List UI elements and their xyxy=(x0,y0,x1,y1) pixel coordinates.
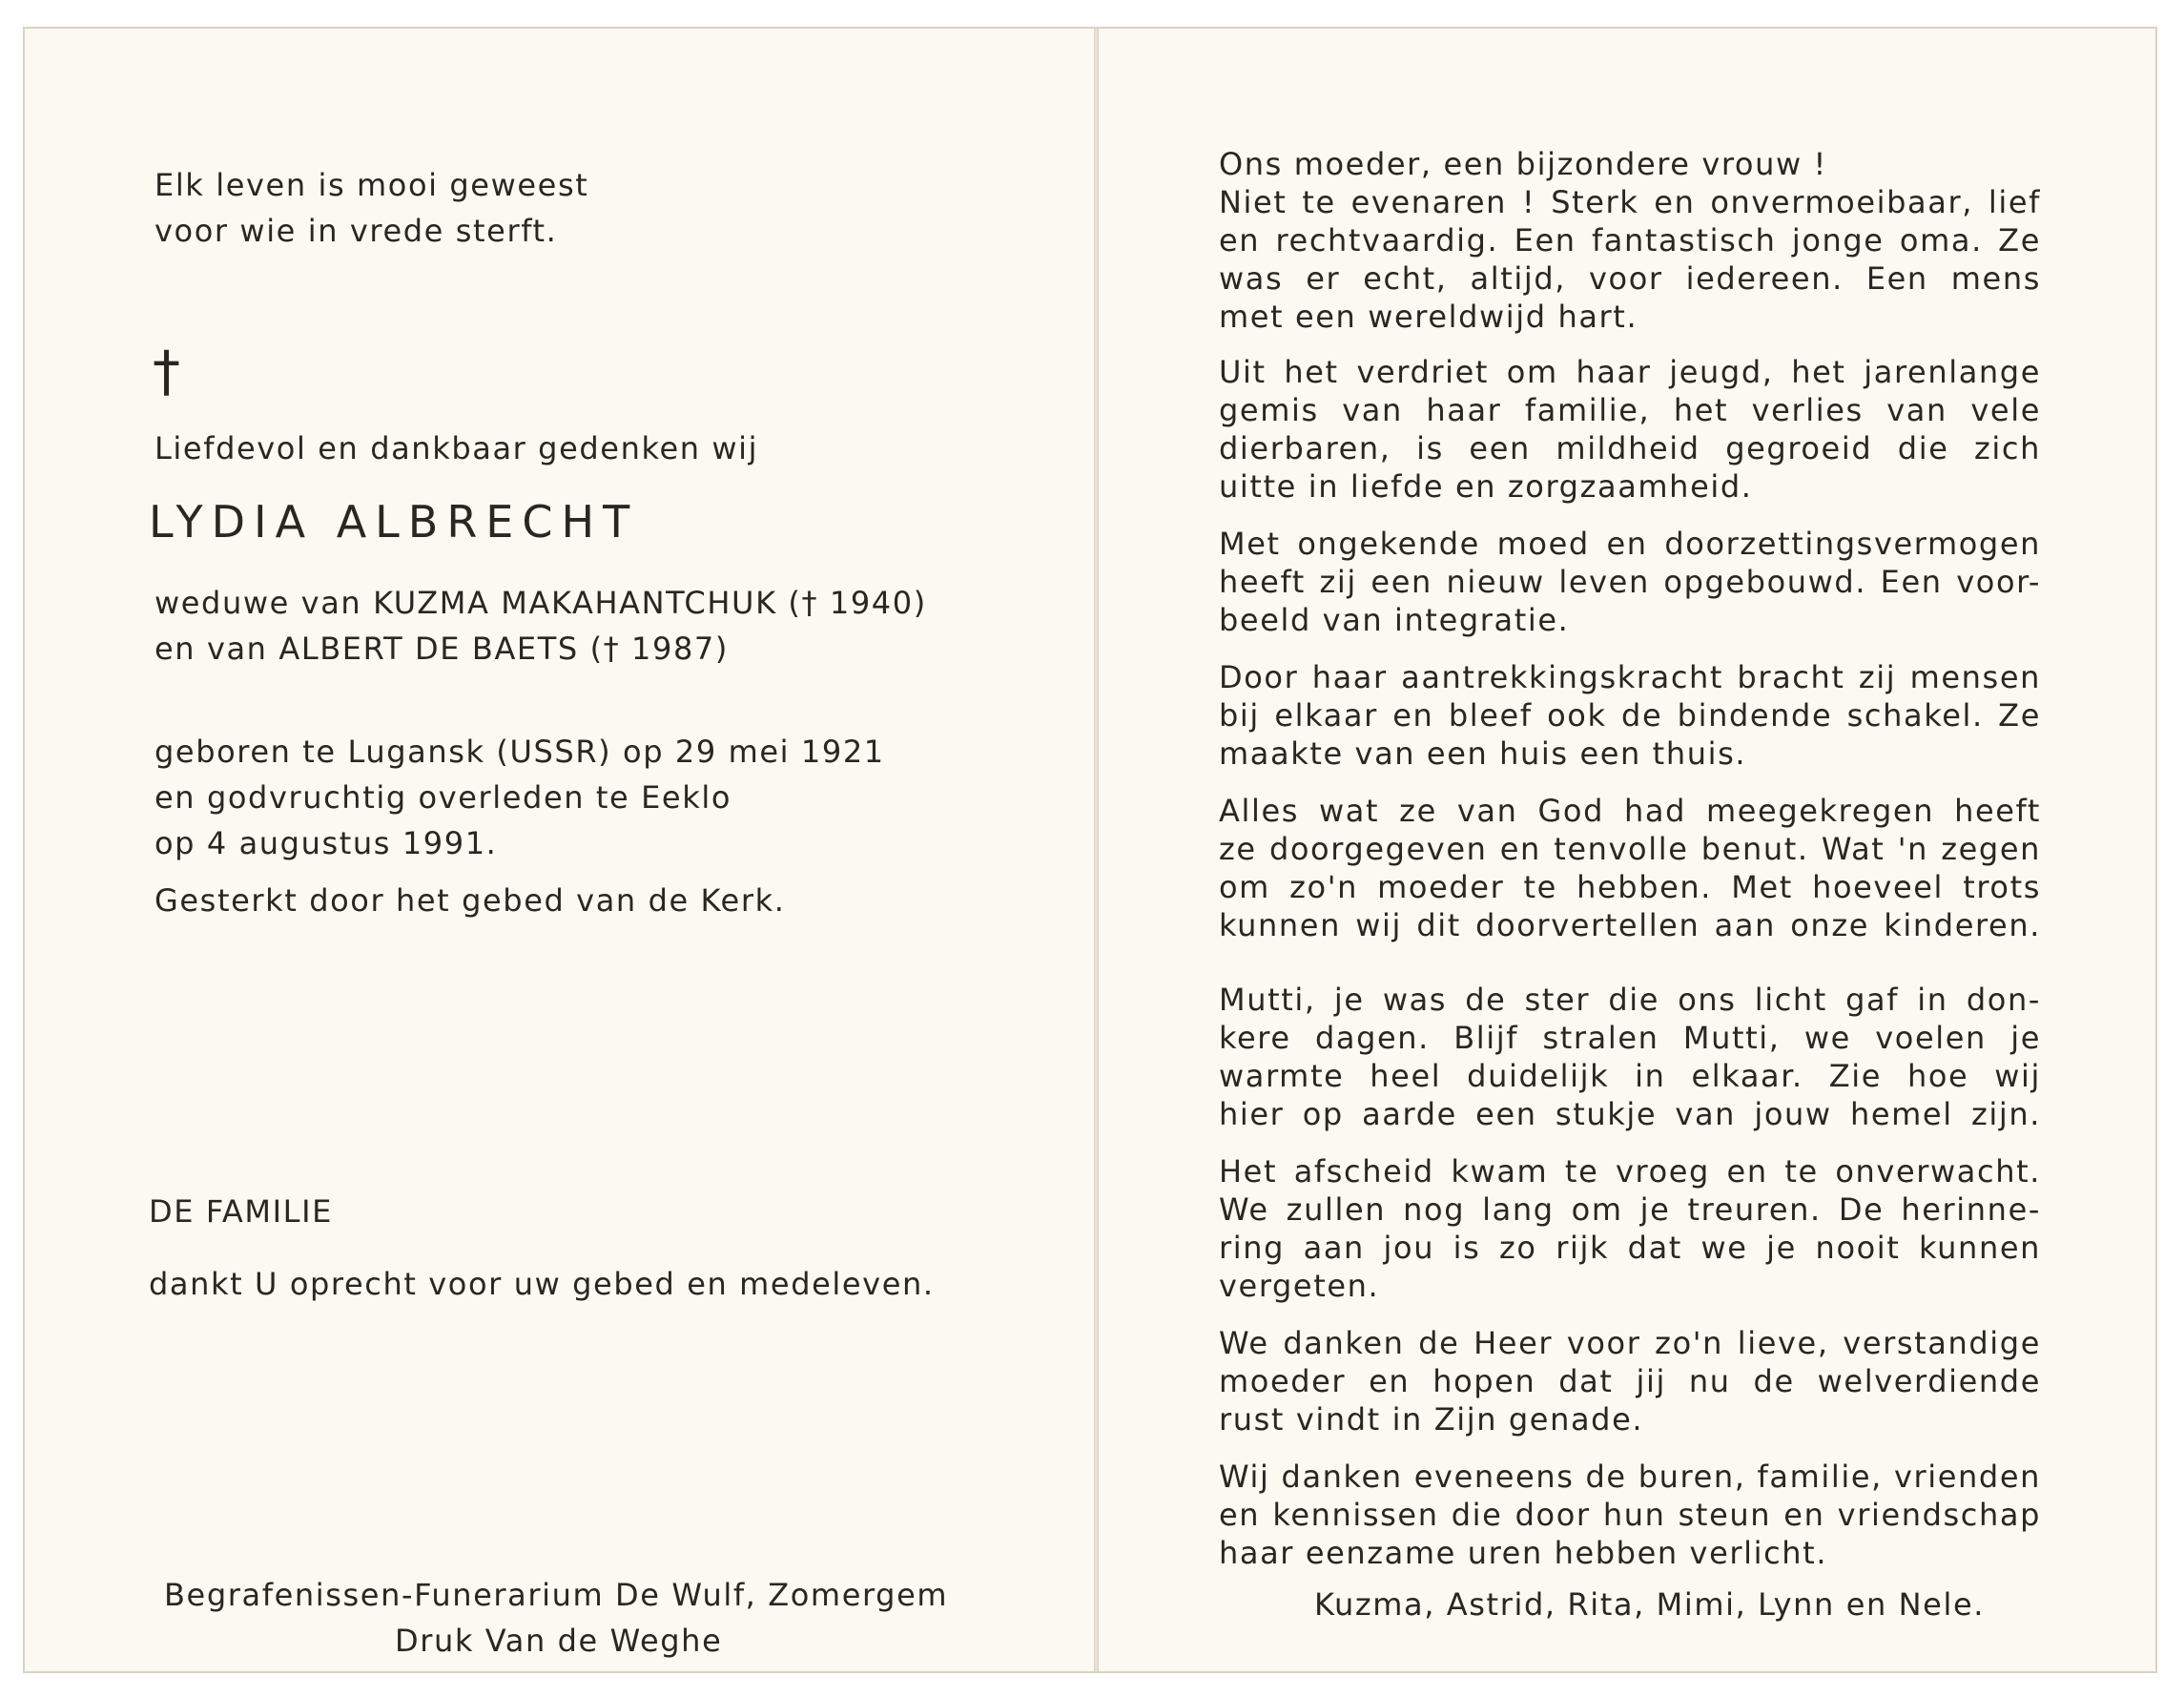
poem-line: ring aan jou is zo rijk dat we je nooit kunnen xyxy=(1219,1230,2041,1266)
widow-line-2: en van ALBERT DE BAETS († 1987) xyxy=(155,631,729,667)
widow-line-1: weduwe van KUZMA MAKAHANTCHUK († 1940) xyxy=(155,585,927,621)
right-panel xyxy=(1099,29,2159,1671)
poem-line: Met ongekende moed en doorzettingsvermogen xyxy=(1219,526,2041,562)
poem-line: Uit het verdriet om haar jeugd, het jarenlange xyxy=(1219,354,2041,390)
birth-line-2: en godvruchtig overleden te Eeklo xyxy=(155,779,732,816)
poem-line: en rechtvaardig. Een fantastisch jonge oma. Ze xyxy=(1219,222,2041,259)
poem-line: vergeten. xyxy=(1219,1268,1380,1304)
poem-line: We danken de Heer voor zo'n lieve, verstandige xyxy=(1219,1325,2041,1361)
poem-line: Ons moeder, een bijzondere vrouw ! xyxy=(1219,146,1827,182)
poem-line: kunnen wij dit doorvertellen aan onze kinderen. xyxy=(1219,907,2041,943)
poem-line: kere dagen. Blijf stralen Mutti, we voelen je xyxy=(1219,1020,2041,1056)
poem-line: bij elkaar en bleef ook de bindende schakel. Ze xyxy=(1219,697,2041,734)
family-signature: Kuzma, Astrid, Rita, Mimi, Lynn en Nele. xyxy=(1314,1586,1986,1623)
birth-line-3: op 4 augustus 1991. xyxy=(155,825,498,861)
poem-line: Wij danken eveneens de buren, familie, vrienden xyxy=(1219,1459,2041,1495)
motto-line-1: Elk leven is mooi geweest xyxy=(155,167,589,203)
family-heading: DE FAMILIE xyxy=(149,1193,333,1230)
poem-line: Alles wat ze van God had meegekregen heeft xyxy=(1219,793,2041,829)
funeral-home: Begrafenissen-Funerarium De Wulf, Zomergem xyxy=(164,1577,949,1613)
strengthened-text: Gesterkt door het gebed van de Kerk. xyxy=(155,882,786,919)
poem-line: Niet te evenaren ! Sterk en onvermoeibaar, lief xyxy=(1219,184,2041,220)
deceased-name: LYDIA ALBRECHT xyxy=(149,496,639,548)
printer-credit: Druk Van de Weghe xyxy=(395,1623,723,1659)
poem-line: moeder en hopen dat jij nu de welverdiende xyxy=(1219,1363,2041,1399)
poem-line: met een wereldwijd hart. xyxy=(1219,299,1638,335)
poem-line: dierbaren, is een mildheid gegroeid die zich xyxy=(1219,430,2041,466)
poem-line: hier op aarde een stukje van jouw hemel zijn. xyxy=(1219,1096,2041,1132)
poem-line: haar eenzame uren hebben verlicht. xyxy=(1219,1535,1828,1571)
poem-line: warmte heel duidelijk in elkaar. Zie hoe wij xyxy=(1219,1058,2041,1094)
poem-line: Door haar aantrekkingskracht bracht zij mensen xyxy=(1219,659,2041,695)
poem-line: gemis van haar familie, het verlies van vele xyxy=(1219,392,2041,428)
poem-line: rust vindt in Zijn genade. xyxy=(1219,1401,1644,1438)
cross-icon: † xyxy=(153,339,182,404)
memorial-card xyxy=(23,27,2157,1673)
intro-text: Liefdevol en dankbaar gedenken wij xyxy=(155,430,759,466)
poem-line: maakte van een huis een thuis. xyxy=(1219,735,1747,772)
poem-line: beeld van integratie. xyxy=(1219,602,1570,638)
poem-line: Mutti, je was de ster die ons licht gaf in don- xyxy=(1219,982,2041,1018)
poem-line: uitte in liefde en zorgzaamheid. xyxy=(1219,468,1753,505)
family-thanks: dankt U oprecht voor uw gebed en medeleven. xyxy=(149,1266,935,1302)
poem-line: was er echt, altijd, voor iedereen. Een mens xyxy=(1219,260,2041,297)
poem-line: heeft zij een nieuw leven opgebouwd. Een voor- xyxy=(1219,564,2041,600)
poem-line: om zo'n moeder te hebben. Met hoeveel trots xyxy=(1219,869,2041,905)
poem-line: We zullen nog lang om je treuren. De herinne- xyxy=(1219,1191,2041,1228)
motto-line-2: voor wie in vrede sterft. xyxy=(155,213,558,249)
poem-line: ze doorgegeven en tenvolle benut. Wat 'n zegen xyxy=(1219,831,2041,867)
poem-line: Het afscheid kwam te vroeg en te onverwacht. xyxy=(1219,1153,2041,1190)
left-panel xyxy=(25,29,1093,1671)
poem-line: en kennissen die door hun steun en vriendschap xyxy=(1219,1497,2041,1533)
birth-line-1: geboren te Lugansk (USSR) op 29 mei 1921 xyxy=(155,734,885,770)
